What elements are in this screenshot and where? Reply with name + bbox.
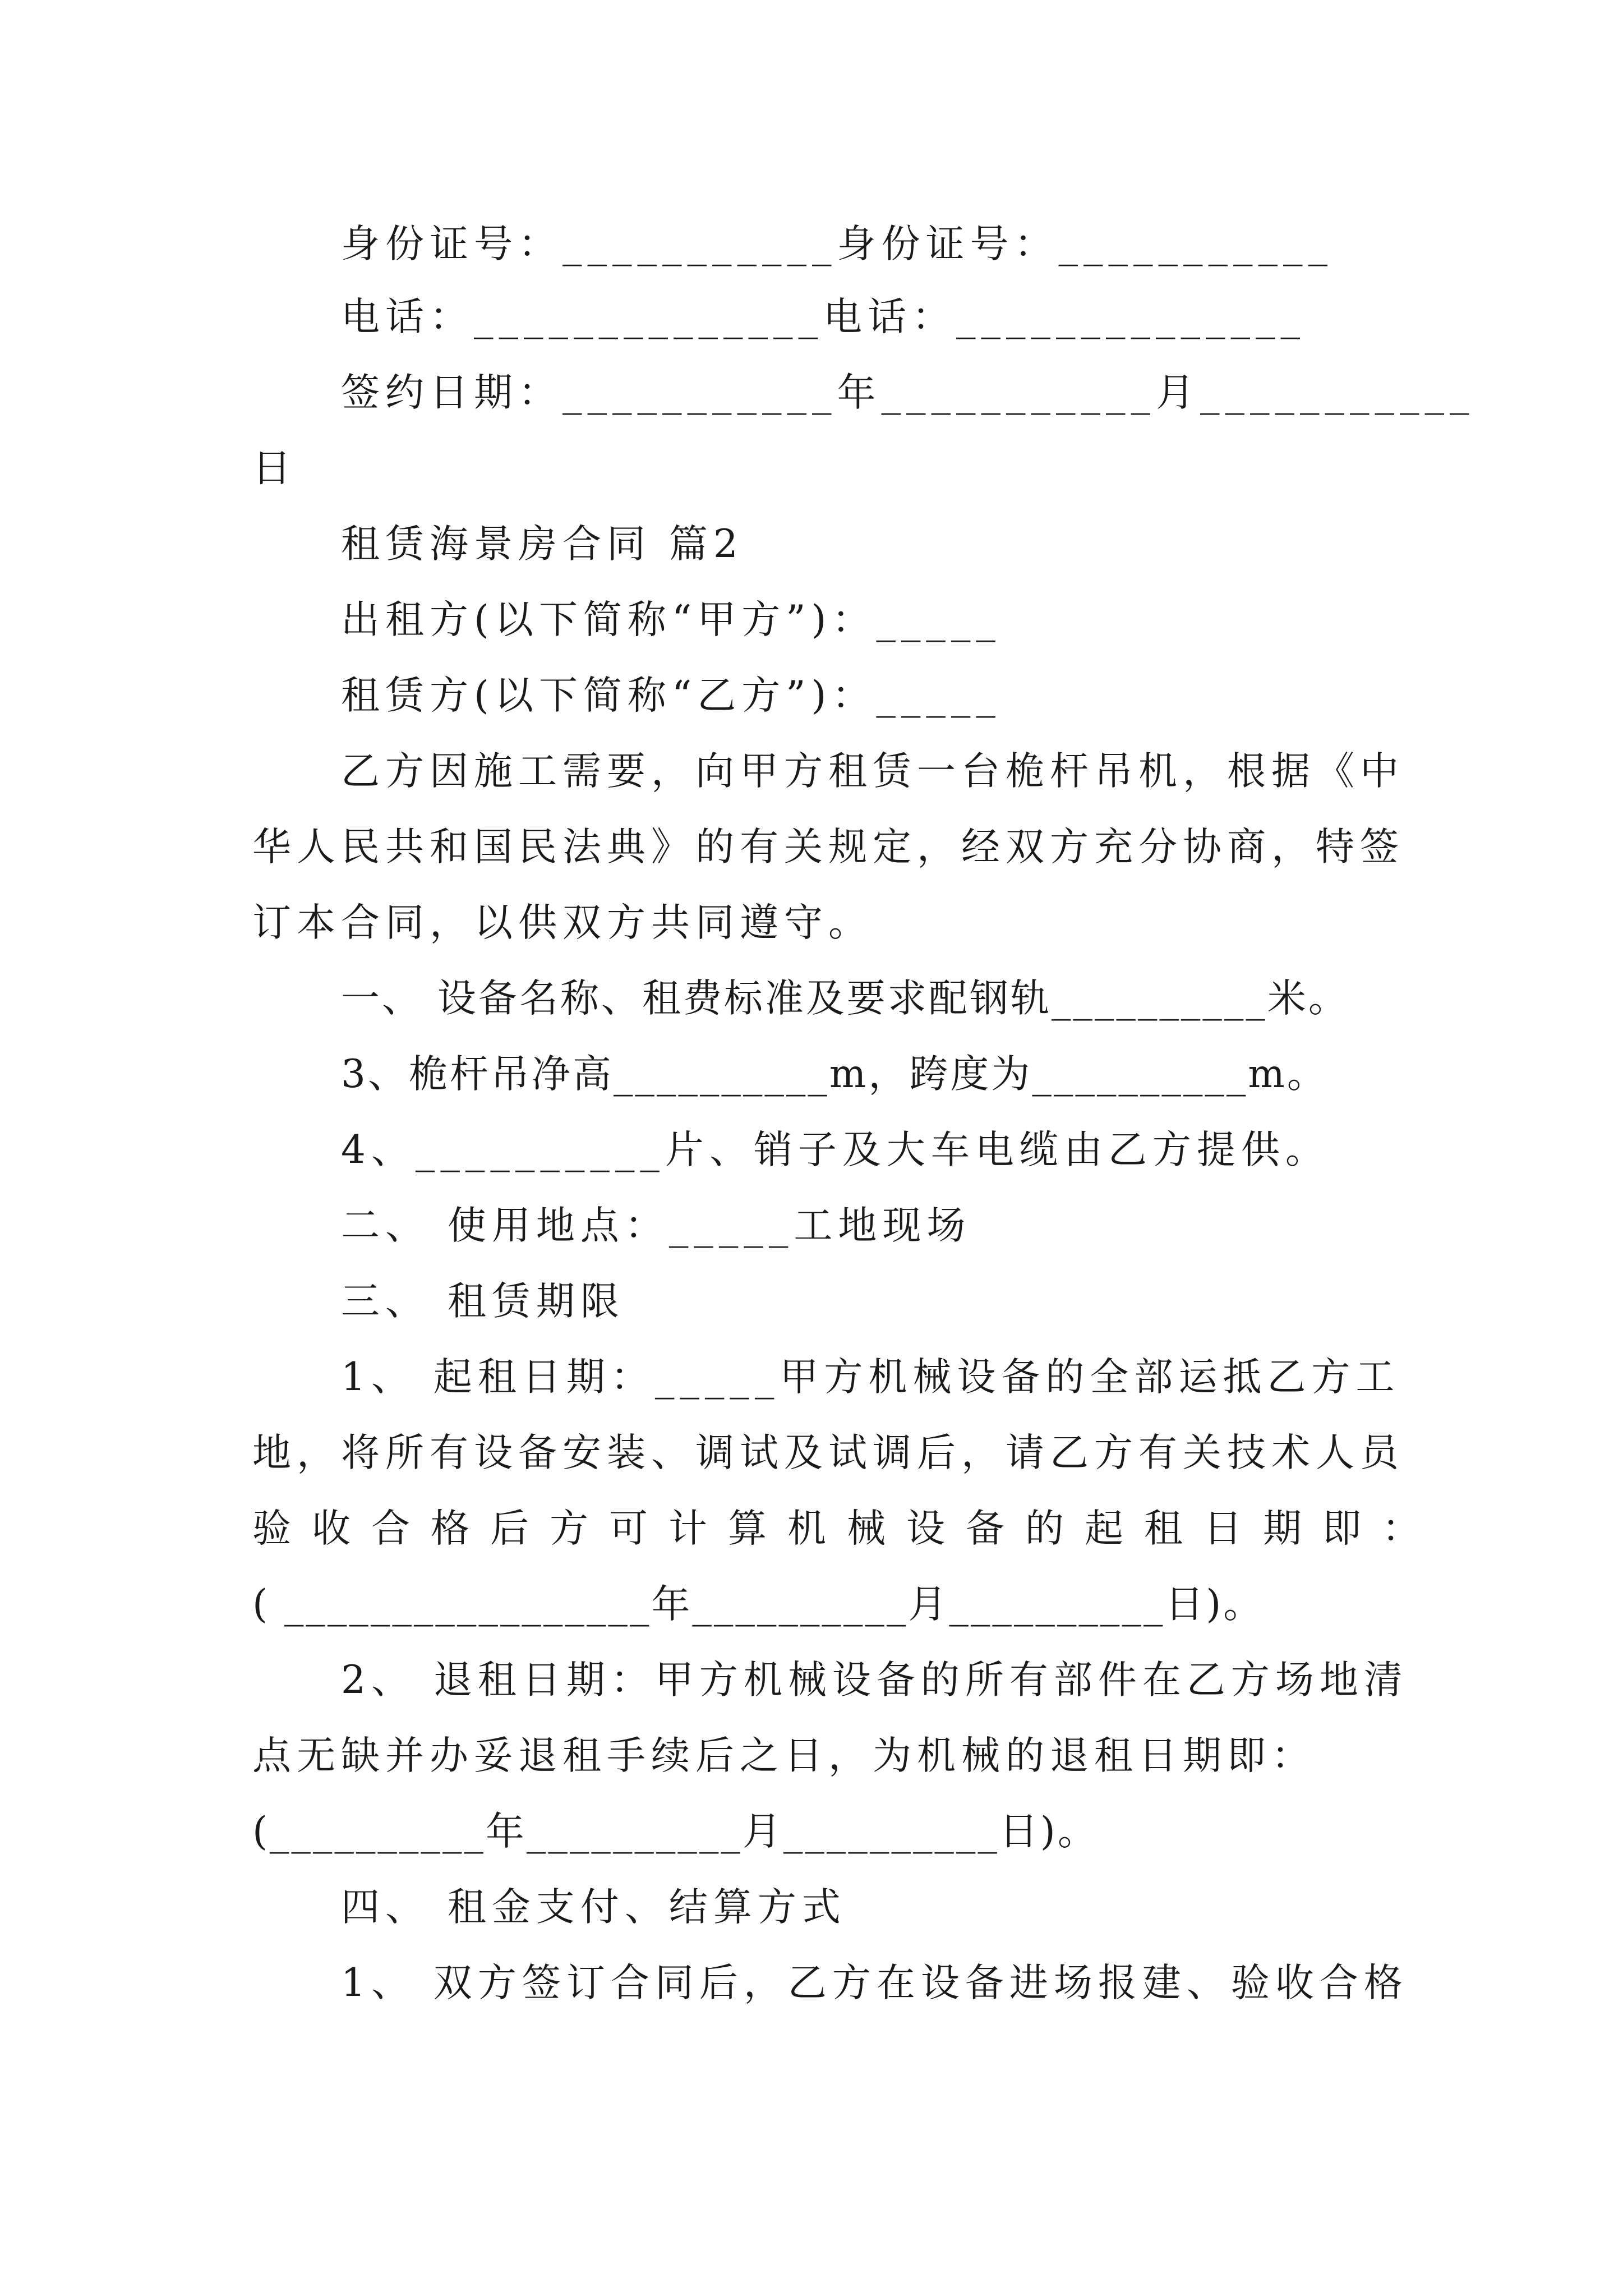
clause-4-payment: 四、 租金支付、结算方式 <box>341 1885 846 1930</box>
start-date-line-2: 地，将所有设备安装、调试及试调后，请乙方有关技术人员 <box>252 1430 1404 1475</box>
phone-line: 电话：______________电话：______________ <box>341 295 1306 339</box>
section-title: 租赁海景房合同 篇2 <box>341 522 744 567</box>
clause-3-mast-crane: 3、桅杆吊净高__________m，跨度为__________m。 <box>341 1052 1328 1097</box>
clause-2-location: 二、 使用地点：_____工地现场 <box>341 1203 971 1248</box>
start-date-line-3: 验收合格后方可计算机械设备的起租日期即： <box>252 1506 1441 1551</box>
clause-4-parts: 4、__________片、销子及大车电缆由乙方提供。 <box>341 1128 1330 1172</box>
intro-paragraph-line-1: 乙方因施工需要，向甲方租赁一台桅杆吊机，根据《中 <box>341 749 1404 794</box>
payment-line-1: 1、 双方签订合同后，乙方在设备进场报建、验收合格 <box>341 1961 1408 2005</box>
start-date-fill: ( _________________年__________月__________日)。 <box>252 1582 1265 1627</box>
end-date-fill: (__________年__________月__________日)。 <box>252 1809 1099 1854</box>
clause-1-equipment: 一、 设备名称、租费标准及要求配钢轨__________米。 <box>341 976 1349 1021</box>
clause-3-term: 三、 租赁期限 <box>341 1279 625 1324</box>
end-date-line-2: 点无缺并办妥退租手续后之日，为机械的退租日期即： <box>252 1733 1316 1778</box>
end-date-line-1: 2、 退租日期：甲方机械设备的所有部件在乙方场地清 <box>341 1658 1408 1703</box>
start-date-line-1: 1、 起租日期：_____甲方机械设备的全部运抵乙方工 <box>341 1355 1400 1400</box>
id-number-line: 身份证号：___________身份证号：___________ <box>341 222 1333 266</box>
sign-date-line: 签约日期：___________年___________月___________ <box>341 370 1475 415</box>
sign-date-day: 日 <box>252 446 297 491</box>
lessor-line: 出租方(以下简称“甲方”)：_____ <box>341 597 1001 642</box>
intro-paragraph-line-2: 华人民共和国民法典》的有关规定，经双方充分协商，特签 <box>252 825 1404 869</box>
intro-paragraph-line-3: 订本合同，以供双方共同遵守。 <box>252 900 873 945</box>
lessee-line: 租赁方(以下简称“乙方”)：_____ <box>341 673 1001 718</box>
